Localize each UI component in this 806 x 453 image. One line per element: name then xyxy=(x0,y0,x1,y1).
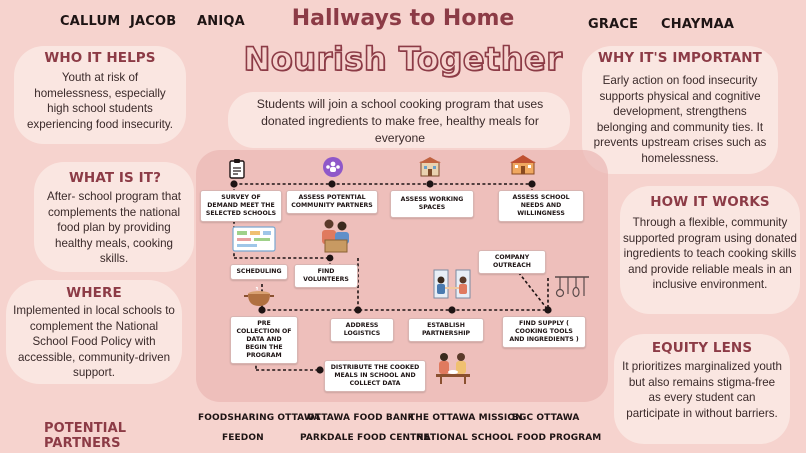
equity-lens-heading: EQUITY LENS xyxy=(651,340,753,356)
kitchen-tools-icon xyxy=(554,274,590,300)
flow-step-survey: SURVEY OF DEMAND MEET THE SELECTED SCHOOLS xyxy=(200,190,282,222)
partner-name: FEEDON xyxy=(222,433,264,443)
partner-name: FOODSHARING OTTAWA xyxy=(198,413,321,423)
serving-meals-icon xyxy=(434,350,472,384)
flow-step-needs: ASSESS SCHOOL NEEDS AND WILLINGNESS xyxy=(498,190,584,222)
why-important-text: Early action on food insecurity supports physical and cognitive development, strengthens belonging and community ties. It prevents upstream crises such as homelessness. xyxy=(593,74,767,165)
partner-name: OTTAWA FOOD BANK xyxy=(307,413,415,423)
where-text: Implemented in local schools to complement the National School Food Policy with accessible, community-driven support. xyxy=(13,304,175,379)
volunteers-icon xyxy=(318,216,354,256)
schedule-board-icon xyxy=(232,226,276,252)
partner-name: NATIONAL SCHOOL FOOD PROGRAM xyxy=(416,433,602,443)
flow-step-outreach: COMPANY OUTREACH xyxy=(478,250,546,274)
flow-step-distribute: DISTRIBUTE THE COOKED MEALS IN SCHOOL AND COLLECT DATA xyxy=(324,360,426,392)
partner-name: BGC OTTAWA xyxy=(512,413,580,423)
equity-lens-text: It prioritizes marginalized youth but also remains stigma-free as every student can participate in without barriers. xyxy=(622,360,782,420)
who-it-helps-heading: WHO IT HELPS xyxy=(44,50,156,66)
school-icon xyxy=(510,154,536,176)
flow-step-logistics: ADDRESS LOGISTICS xyxy=(330,318,394,342)
flow-step-volunteers: FIND VOLUNTEERS xyxy=(294,264,358,288)
partnership-icon xyxy=(432,268,472,300)
flow-step-partners: ASSESS POTENTIAL COMMUNITY PARTNERS xyxy=(286,190,378,214)
team-member-name: ANIQA xyxy=(197,14,245,29)
team-member-name: CHAYMAA xyxy=(661,17,735,32)
poster-title: Hallways to Home xyxy=(291,6,515,31)
where-heading: WHERE xyxy=(66,285,122,301)
flow-step-partnership: ESTABLISH PARTNERSHIP xyxy=(408,318,484,342)
how-it-works-text: Through a flexible, community supported program using donated ingredients to teach cooking skills and provide reliable meals in an inclusive environment. xyxy=(622,216,798,291)
team-member-name: GRACE xyxy=(588,17,639,32)
team-member-name: CALLUM xyxy=(60,14,121,29)
partner-name: PARKDALE FOOD CENTRE xyxy=(300,433,430,443)
clipboard-icon xyxy=(226,158,248,180)
flow-step-pre-collection: PRE COLLECTION OF DATA AND BEGIN THE PROGRAM xyxy=(230,316,298,364)
poster-subtitle: Nourish Together xyxy=(243,40,563,78)
flow-step-scheduling: SCHEDULING xyxy=(230,264,288,280)
intro-text: Students will join a school cooking program that uses donated ingredients to make free, healthy meals for everyone xyxy=(256,97,544,145)
how-it-works-heading: HOW IT WORKS xyxy=(650,194,770,210)
why-important-heading: WHY IT'S IMPORTANT xyxy=(598,50,762,66)
partners-heading: POTENTIAL PARTNERS xyxy=(44,421,127,451)
flow-step-spaces: ASSESS WORKING SPACES xyxy=(390,190,474,218)
community-icon xyxy=(322,156,344,178)
who-it-helps-text: Youth at risk of homelessness, especially high school students experiencing food insecurity. xyxy=(26,71,174,131)
building-icon xyxy=(418,156,442,178)
partner-name: THE OTTAWA MISSION xyxy=(409,413,523,423)
what-is-it-text: After- school program that complements the national food plan by providing healthy meals, cooking skills. xyxy=(46,190,182,265)
what-is-it-heading: WHAT IS IT? xyxy=(68,170,162,186)
team-member-name: JACOB xyxy=(130,14,177,29)
cooking-pot-icon xyxy=(244,286,274,308)
flow-step-supply: FIND SUPPLY ( COOKING TOOLS AND INGREDIENTS ) xyxy=(502,316,586,348)
